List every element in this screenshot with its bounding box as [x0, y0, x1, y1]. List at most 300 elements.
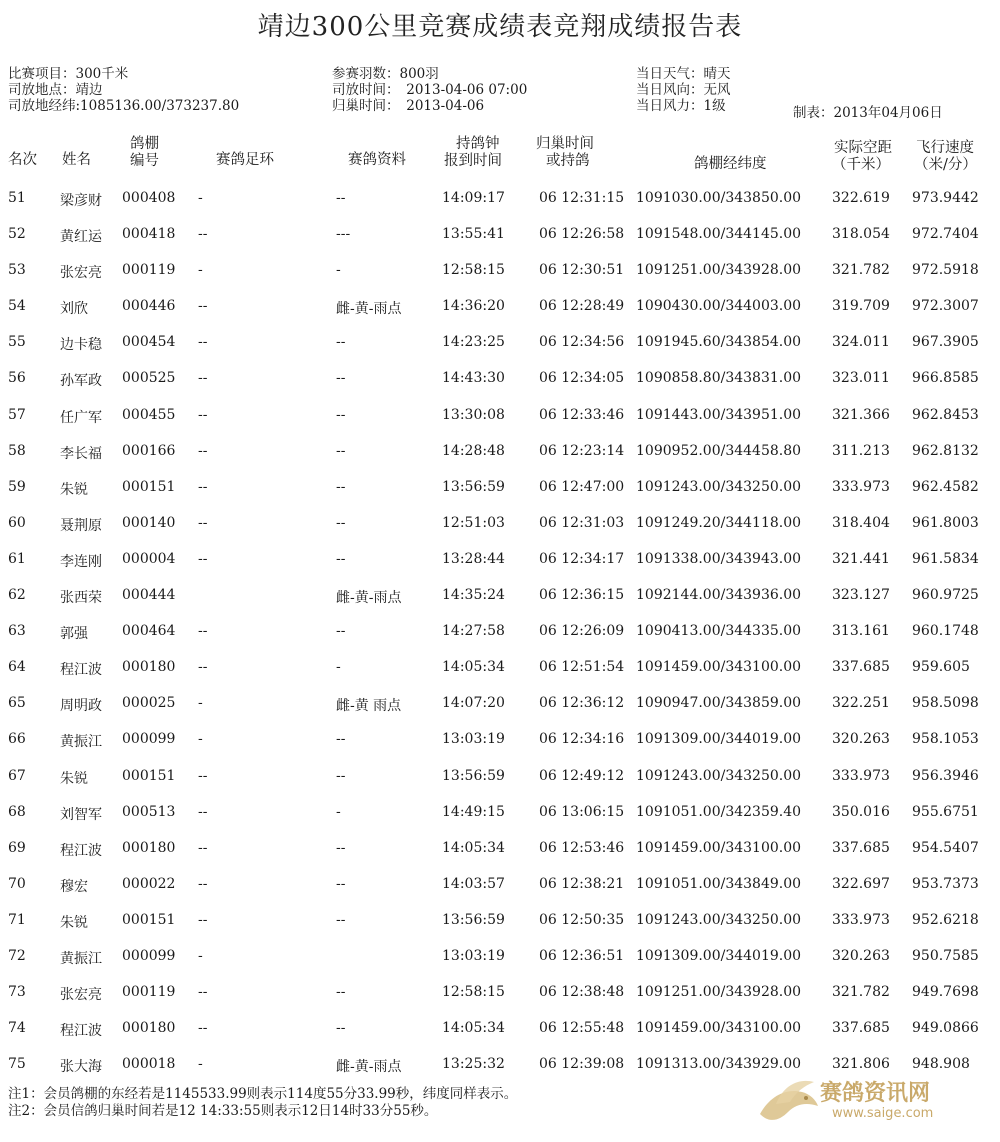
cell-dist: 321.782 [832, 984, 890, 1001]
cell-rank: 53 [8, 262, 26, 279]
header-clock-1: 持鸽钟 [456, 136, 500, 152]
cell-arrive: 06 12:47:00 [539, 478, 625, 495]
cell-dist: 318.054 [832, 226, 890, 243]
cell-info: -- [336, 731, 346, 748]
cell-coord: 1091459.00/343100.00 [636, 1020, 802, 1037]
cell-info: - [336, 803, 341, 820]
cell-info: -- [336, 370, 346, 387]
cell-coord: 1092144.00/343936.00 [636, 587, 802, 604]
cell-speed: 966.8585 [912, 370, 979, 387]
cell-speed: 960.9725 [912, 587, 979, 604]
cell-coord: 1091309.00/344019.00 [636, 731, 802, 748]
cell-dist: 337.685 [832, 839, 890, 856]
cell-clock: 13:56:59 [442, 478, 505, 495]
cell-ring: -- [198, 767, 208, 784]
note-2: 注2：会员信鸽归巢时间若是12 14:33:55则表示12日14时33分55秒。 [8, 1103, 438, 1119]
cell-coord: 1091243.00/343250.00 [636, 767, 802, 784]
cell-loft: 000464 [122, 623, 176, 640]
header-speed-2: （米/分） [914, 157, 977, 173]
cell-info: - [336, 262, 341, 279]
cell-dist: 322.697 [832, 875, 890, 892]
cell-ring: -- [198, 226, 208, 243]
cell-speed: 973.9442 [912, 190, 979, 206]
cell-ring: - [198, 1056, 203, 1073]
cell-arrive: 06 12:23:14 [539, 442, 625, 459]
cell-dist: 311.213 [832, 442, 890, 459]
cell-clock: 14:23:25 [442, 334, 505, 351]
cell-loft: 000140 [122, 514, 176, 531]
cell-ring: - [198, 262, 203, 279]
cell-info: - [336, 659, 341, 676]
cell-name: 李连刚 [60, 553, 102, 570]
cell-dist: 322.619 [832, 190, 890, 206]
header-dist-2: （千米） [832, 157, 890, 173]
cell-arrive: 06 12:31:15 [539, 190, 625, 206]
cell-speed: 962.4582 [912, 478, 979, 495]
cell-clock: 14:05:34 [442, 839, 505, 856]
cell-coord: 1091459.00/343100.00 [636, 659, 802, 676]
cell-dist: 337.685 [832, 1020, 890, 1037]
cell-name: 张宏亮 [60, 987, 102, 1004]
cell-info: -- [336, 190, 346, 206]
table-row [0, 330, 1000, 366]
cell-dist: 324.011 [832, 334, 890, 351]
cell-rank: 73 [8, 984, 26, 1001]
cell-dist: 333.973 [832, 911, 890, 928]
header-info: 赛鸽资料 [348, 152, 406, 168]
cell-clock: 12:58:15 [442, 262, 505, 279]
cell-ring: -- [198, 659, 208, 676]
cell-rank: 52 [8, 226, 26, 243]
cell-rank: 59 [8, 478, 26, 495]
table-row [0, 439, 1000, 475]
cell-ring: - [198, 947, 203, 964]
cell-rank: 67 [8, 767, 26, 784]
cell-arrive: 06 12:38:48 [539, 984, 625, 1001]
cell-name: 黄振江 [60, 950, 102, 967]
cell-clock: 13:28:44 [442, 550, 505, 567]
cell-clock: 13:03:19 [442, 731, 505, 748]
table-row [0, 1016, 1000, 1052]
cell-name: 孙军政 [60, 373, 102, 390]
cell-speed: 953.7373 [912, 875, 979, 892]
cell-name: 张宏亮 [60, 265, 102, 282]
table-row [0, 547, 1000, 583]
cell-loft: 000180 [122, 1020, 176, 1037]
meta-return-time: 归巢时间： 2013-04-06 [332, 98, 485, 114]
cell-clock: 14:05:34 [442, 659, 505, 676]
meta-wind-force: 当日风力：1级 [636, 98, 726, 114]
cell-info: -- [336, 550, 346, 567]
cell-clock: 14:49:15 [442, 803, 505, 820]
cell-arrive: 06 12:36:51 [539, 947, 625, 964]
cell-rank: 57 [8, 406, 26, 423]
cell-speed: 949.0866 [912, 1020, 979, 1037]
cell-clock: 14:28:48 [442, 442, 505, 459]
cell-loft: 000025 [122, 695, 176, 712]
cell-ring: -- [198, 442, 208, 459]
cell-ring: -- [198, 334, 208, 351]
table-row [0, 186, 1000, 222]
cell-dist: 318.404 [832, 514, 890, 531]
cell-coord: 1091243.00/343250.00 [636, 478, 802, 495]
cell-info: -- [336, 1020, 346, 1037]
cell-ring: -- [198, 478, 208, 495]
watermark-url: www.saige.com [832, 1106, 934, 1121]
table-row [0, 908, 1000, 944]
cell-loft: 000180 [122, 839, 176, 856]
cell-speed: 960.1748 [912, 623, 979, 640]
cell-arrive: 06 12:55:48 [539, 1020, 625, 1037]
cell-info: -- [336, 514, 346, 531]
cell-ring: -- [198, 911, 208, 928]
cell-name: 聂荆原 [60, 517, 102, 534]
cell-arrive: 06 12:28:49 [539, 298, 625, 315]
header-name: 姓名 [62, 152, 91, 168]
cell-dist: 320.263 [832, 731, 890, 748]
cell-dist: 350.016 [832, 803, 890, 820]
table-row [0, 222, 1000, 258]
cell-loft: 000099 [122, 947, 176, 964]
cell-name: 郭强 [60, 626, 88, 643]
cell-coord: 1091309.00/344019.00 [636, 947, 802, 964]
cell-arrive: 06 12:26:09 [539, 623, 625, 640]
meta-birds: 参赛羽数：800羽 [332, 66, 439, 82]
header-arrive-1: 归巢时间 [536, 136, 594, 152]
cell-dist: 319.709 [832, 298, 890, 315]
cell-name: 梁彦财 [60, 193, 102, 209]
cell-rank: 55 [8, 334, 26, 351]
cell-coord: 1091251.00/343928.00 [636, 984, 802, 1001]
cell-arrive: 06 12:53:46 [539, 839, 625, 856]
cell-name: 黄振江 [60, 734, 102, 751]
cell-loft: 000166 [122, 442, 176, 459]
cell-dist: 321.806 [832, 1056, 890, 1073]
meta-release-coord: 司放地经纬:1085136.00/373237.80 [8, 98, 240, 114]
cell-rank: 61 [8, 550, 26, 567]
cell-rank: 75 [8, 1056, 26, 1073]
cell-info: -- [336, 839, 346, 856]
cell-speed: 949.7698 [912, 984, 979, 1001]
cell-arrive: 06 12:31:03 [539, 514, 625, 531]
notes [8, 1086, 517, 1120]
cell-clock: 13:55:41 [442, 226, 505, 243]
cell-rank: 60 [8, 514, 26, 531]
cell-speed: 972.3007 [912, 298, 979, 315]
header-ring: 赛鸽足环 [216, 152, 274, 168]
cell-dist: 323.011 [832, 370, 890, 387]
cell-loft: 000151 [122, 478, 176, 495]
cell-coord: 1091338.00/343943.00 [636, 550, 802, 567]
cell-speed: 967.3905 [912, 334, 979, 351]
watermark [752, 1072, 992, 1132]
cell-ring: -- [198, 984, 208, 1001]
cell-arrive: 06 12:34:17 [539, 550, 625, 567]
cell-clock: 14:09:17 [442, 190, 505, 206]
cell-rank: 54 [8, 298, 26, 315]
header-clock-2: 报到时间 [444, 153, 502, 169]
cell-clock: 14:35:24 [442, 587, 505, 604]
cell-arrive: 06 12:34:56 [539, 334, 625, 351]
cell-speed: 972.7404 [912, 226, 979, 243]
cell-rank: 51 [8, 190, 26, 206]
cell-name: 朱锐 [60, 481, 88, 498]
cell-name: 李长福 [60, 445, 102, 462]
cell-ring: -- [198, 875, 208, 892]
cell-ring: -- [198, 1020, 208, 1037]
cell-loft: 000018 [122, 1056, 176, 1073]
cell-arrive: 06 12:26:58 [539, 226, 625, 243]
cell-arrive: 06 12:36:15 [539, 587, 625, 604]
cell-arrive: 06 12:34:05 [539, 370, 625, 387]
cell-dist: 337.685 [832, 659, 890, 676]
cell-clock: 12:51:03 [442, 514, 505, 531]
table-row [0, 655, 1000, 691]
cell-speed: 952.6218 [912, 911, 979, 928]
cell-speed: 962.8453 [912, 406, 979, 423]
cell-rank: 74 [8, 1020, 26, 1037]
cell-arrive: 06 12:33:46 [539, 406, 625, 423]
cell-name: 边卡稳 [60, 337, 102, 354]
cell-info: -- [336, 911, 346, 928]
cell-rank: 58 [8, 442, 26, 459]
cell-name: 刘欣 [60, 301, 88, 318]
cell-arrive: 06 12:39:08 [539, 1056, 625, 1073]
cell-dist: 322.251 [832, 695, 890, 712]
meta-release-site: 司放地点：靖边 [8, 82, 103, 98]
cell-name: 刘智军 [60, 806, 102, 823]
meta-made-date: 制表：2013年04月06日 [793, 105, 943, 121]
table-row [0, 583, 1000, 619]
cell-rank: 64 [8, 659, 26, 676]
header-coord: 鸽棚经纬度 [694, 156, 767, 172]
cell-clock: 14:07:20 [442, 695, 505, 712]
table-row [0, 836, 1000, 872]
cell-coord: 1091945.60/343854.00 [636, 334, 802, 351]
cell-name: 程江波 [60, 842, 102, 859]
table-row [0, 619, 1000, 655]
cell-ring: -- [198, 623, 208, 640]
cell-speed: 958.1053 [912, 731, 979, 748]
results-table [0, 186, 1000, 1088]
cell-arrive: 06 12:50:35 [539, 911, 625, 928]
cell-arrive: 06 12:49:12 [539, 767, 625, 784]
meta-wind-dir: 当日风向：无风 [636, 82, 731, 98]
cell-clock: 14:05:34 [442, 1020, 505, 1037]
cell-speed: 956.3946 [912, 767, 979, 784]
cell-name: 穆宏 [60, 878, 88, 895]
cell-clock: 14:27:58 [442, 623, 505, 640]
table-row [0, 691, 1000, 727]
header-arrive-2: 或持鸽 [546, 153, 590, 169]
cell-arrive: 06 13:06:15 [539, 803, 625, 820]
cell-arrive: 06 12:30:51 [539, 262, 625, 279]
table-row [0, 258, 1000, 294]
cell-coord: 1091313.00/343929.00 [636, 1056, 802, 1073]
cell-arrive: 06 12:51:54 [539, 659, 625, 676]
cell-clock: 12:58:15 [442, 984, 505, 1001]
cell-ring: -- [198, 550, 208, 567]
table-row [0, 294, 1000, 330]
cell-speed: 972.5918 [912, 262, 979, 279]
cell-info: -- [336, 875, 346, 892]
cell-dist: 333.973 [832, 767, 890, 784]
cell-name: 程江波 [60, 1023, 102, 1040]
cell-loft: 000180 [122, 659, 176, 676]
cell-ring: - [198, 695, 203, 712]
cell-speed: 959.605 [912, 659, 970, 676]
cell-dist: 321.782 [832, 262, 890, 279]
cell-coord: 1090430.00/344003.00 [636, 298, 802, 315]
cell-loft: 000004 [122, 550, 176, 567]
cell-coord: 1090413.00/344335.00 [636, 623, 802, 640]
cell-loft: 000151 [122, 767, 176, 784]
header-rank: 名次 [8, 152, 37, 168]
cell-clock: 14:36:20 [442, 298, 505, 315]
cell-coord: 1090952.00/344458.80 [636, 442, 802, 459]
cell-loft: 000525 [122, 370, 176, 387]
cell-clock: 13:30:08 [442, 406, 505, 423]
cell-rank: 71 [8, 911, 26, 928]
cell-speed: 948.908 [912, 1056, 970, 1073]
cell-name: 任广军 [60, 409, 102, 426]
cell-rank: 62 [8, 587, 26, 604]
cell-name: 朱锐 [60, 770, 88, 787]
cell-dist: 323.127 [832, 587, 890, 604]
table-row [0, 366, 1000, 402]
cell-loft: 000454 [122, 334, 176, 351]
cell-ring: -- [198, 514, 208, 531]
cell-info: --- [336, 226, 351, 243]
cell-rank: 63 [8, 623, 26, 640]
cell-dist: 321.441 [832, 550, 890, 567]
cell-info: -- [336, 478, 346, 495]
cell-loft: 000151 [122, 911, 176, 928]
table-row [0, 944, 1000, 980]
cell-info: -- [336, 406, 346, 423]
cell-name: 程江波 [60, 662, 102, 679]
cell-info: 雌-黄-雨点 [336, 1059, 402, 1076]
cell-name: 周明政 [60, 698, 102, 715]
header-speed-1: 飞行速度 [916, 140, 974, 156]
watermark-brand: 赛鸽资讯网 [820, 1081, 931, 1106]
cell-arrive: 06 12:34:16 [539, 731, 625, 748]
table-row [0, 403, 1000, 439]
cell-loft: 000119 [122, 262, 176, 279]
cell-info: -- [336, 623, 346, 640]
cell-speed: 958.5098 [912, 695, 979, 712]
cell-loft: 000513 [122, 803, 176, 820]
cell-ring: -- [198, 406, 208, 423]
cell-loft: 000408 [122, 190, 176, 206]
meta-release-time: 司放时间： 2013-04-06 07:00 [332, 82, 528, 98]
cell-ring: -- [198, 298, 208, 315]
cell-loft: 000099 [122, 731, 176, 748]
cell-ring: -- [198, 839, 208, 856]
cell-dist: 320.263 [832, 947, 890, 964]
cell-speed: 955.6751 [912, 803, 979, 820]
cell-coord: 1091443.00/343951.00 [636, 406, 802, 423]
cell-clock: 14:43:30 [442, 370, 505, 387]
cell-speed: 961.8003 [912, 514, 979, 531]
page-title: 靖边300公里竞赛成绩表竞翔成绩报告表 [257, 12, 743, 42]
cell-loft: 000022 [122, 875, 176, 892]
cell-arrive: 06 12:36:12 [539, 695, 625, 712]
cell-rank: 70 [8, 875, 26, 892]
cell-dist: 321.366 [832, 406, 890, 423]
cell-clock: 13:03:19 [442, 947, 505, 964]
cell-ring: - [198, 190, 203, 206]
cell-speed: 962.8132 [912, 442, 979, 459]
cell-dist: 313.161 [832, 623, 890, 640]
cell-ring: - [198, 731, 203, 748]
cell-loft: 000455 [122, 406, 176, 423]
cell-coord: 1091030.00/343850.00 [636, 190, 802, 206]
cell-coord: 1091051.00/342359.40 [636, 803, 802, 820]
header-dist-1: 实际空距 [834, 140, 892, 156]
cell-rank: 69 [8, 839, 26, 856]
cell-rank: 72 [8, 947, 26, 964]
cell-loft: 000444 [122, 587, 176, 604]
cell-coord: 1091243.00/343250.00 [636, 911, 802, 928]
cell-loft: 000119 [122, 984, 176, 1001]
meta-race-item: 比赛项目：300千米 [8, 66, 129, 82]
cell-info: -- [336, 984, 346, 1001]
table-row [0, 511, 1000, 547]
cell-speed: 961.5834 [912, 550, 979, 567]
cell-coord: 1091249.20/344118.00 [636, 514, 802, 531]
cell-coord: 1091459.00/343100.00 [636, 839, 802, 856]
table-row [0, 800, 1000, 836]
cell-clock: 13:25:32 [442, 1056, 505, 1073]
cell-dist: 333.973 [832, 478, 890, 495]
cell-loft: 000446 [122, 298, 176, 315]
cell-info: 雌-黄-雨点 [336, 590, 402, 607]
note-1: 注1：会员鸽棚的东经若是1145533.99则表示114度55分33.99秒，纬度同样表示。 [8, 1086, 518, 1102]
cell-name: 黄红运 [60, 229, 102, 246]
table-row [0, 475, 1000, 511]
table-row [0, 727, 1000, 763]
cell-rank: 68 [8, 803, 26, 820]
cell-name: 张西荣 [60, 590, 102, 607]
cell-rank: 65 [8, 695, 26, 712]
meta-weather: 当日天气：晴天 [636, 66, 731, 82]
cell-coord: 1090947.00/343859.00 [636, 695, 802, 712]
cell-arrive: 06 12:38:21 [539, 875, 625, 892]
cell-speed: 954.5407 [912, 839, 979, 856]
cell-coord: 1091251.00/343928.00 [636, 262, 802, 279]
cell-clock: 13:56:59 [442, 767, 505, 784]
cell-rank: 56 [8, 370, 26, 387]
cell-ring: -- [198, 370, 208, 387]
cell-speed: 950.7585 [912, 947, 979, 964]
cell-info: -- [336, 442, 346, 459]
table-row [0, 980, 1000, 1016]
cell-coord: 1090858.80/343831.00 [636, 370, 802, 387]
cell-coord: 1091548.00/344145.00 [636, 226, 802, 243]
cell-info: -- [336, 334, 346, 351]
pigeon-logo-icon [756, 1074, 820, 1130]
table-row [0, 764, 1000, 800]
cell-name: 朱锐 [60, 914, 88, 931]
cell-info: -- [336, 767, 346, 784]
cell-rank: 66 [8, 731, 26, 748]
cell-name: 张大海 [60, 1059, 102, 1076]
cell-info: 雌-黄 雨点 [336, 698, 402, 715]
cell-clock: 14:03:57 [442, 875, 505, 892]
header-loft-1: 鸽棚 [130, 136, 159, 152]
table-row [0, 872, 1000, 908]
